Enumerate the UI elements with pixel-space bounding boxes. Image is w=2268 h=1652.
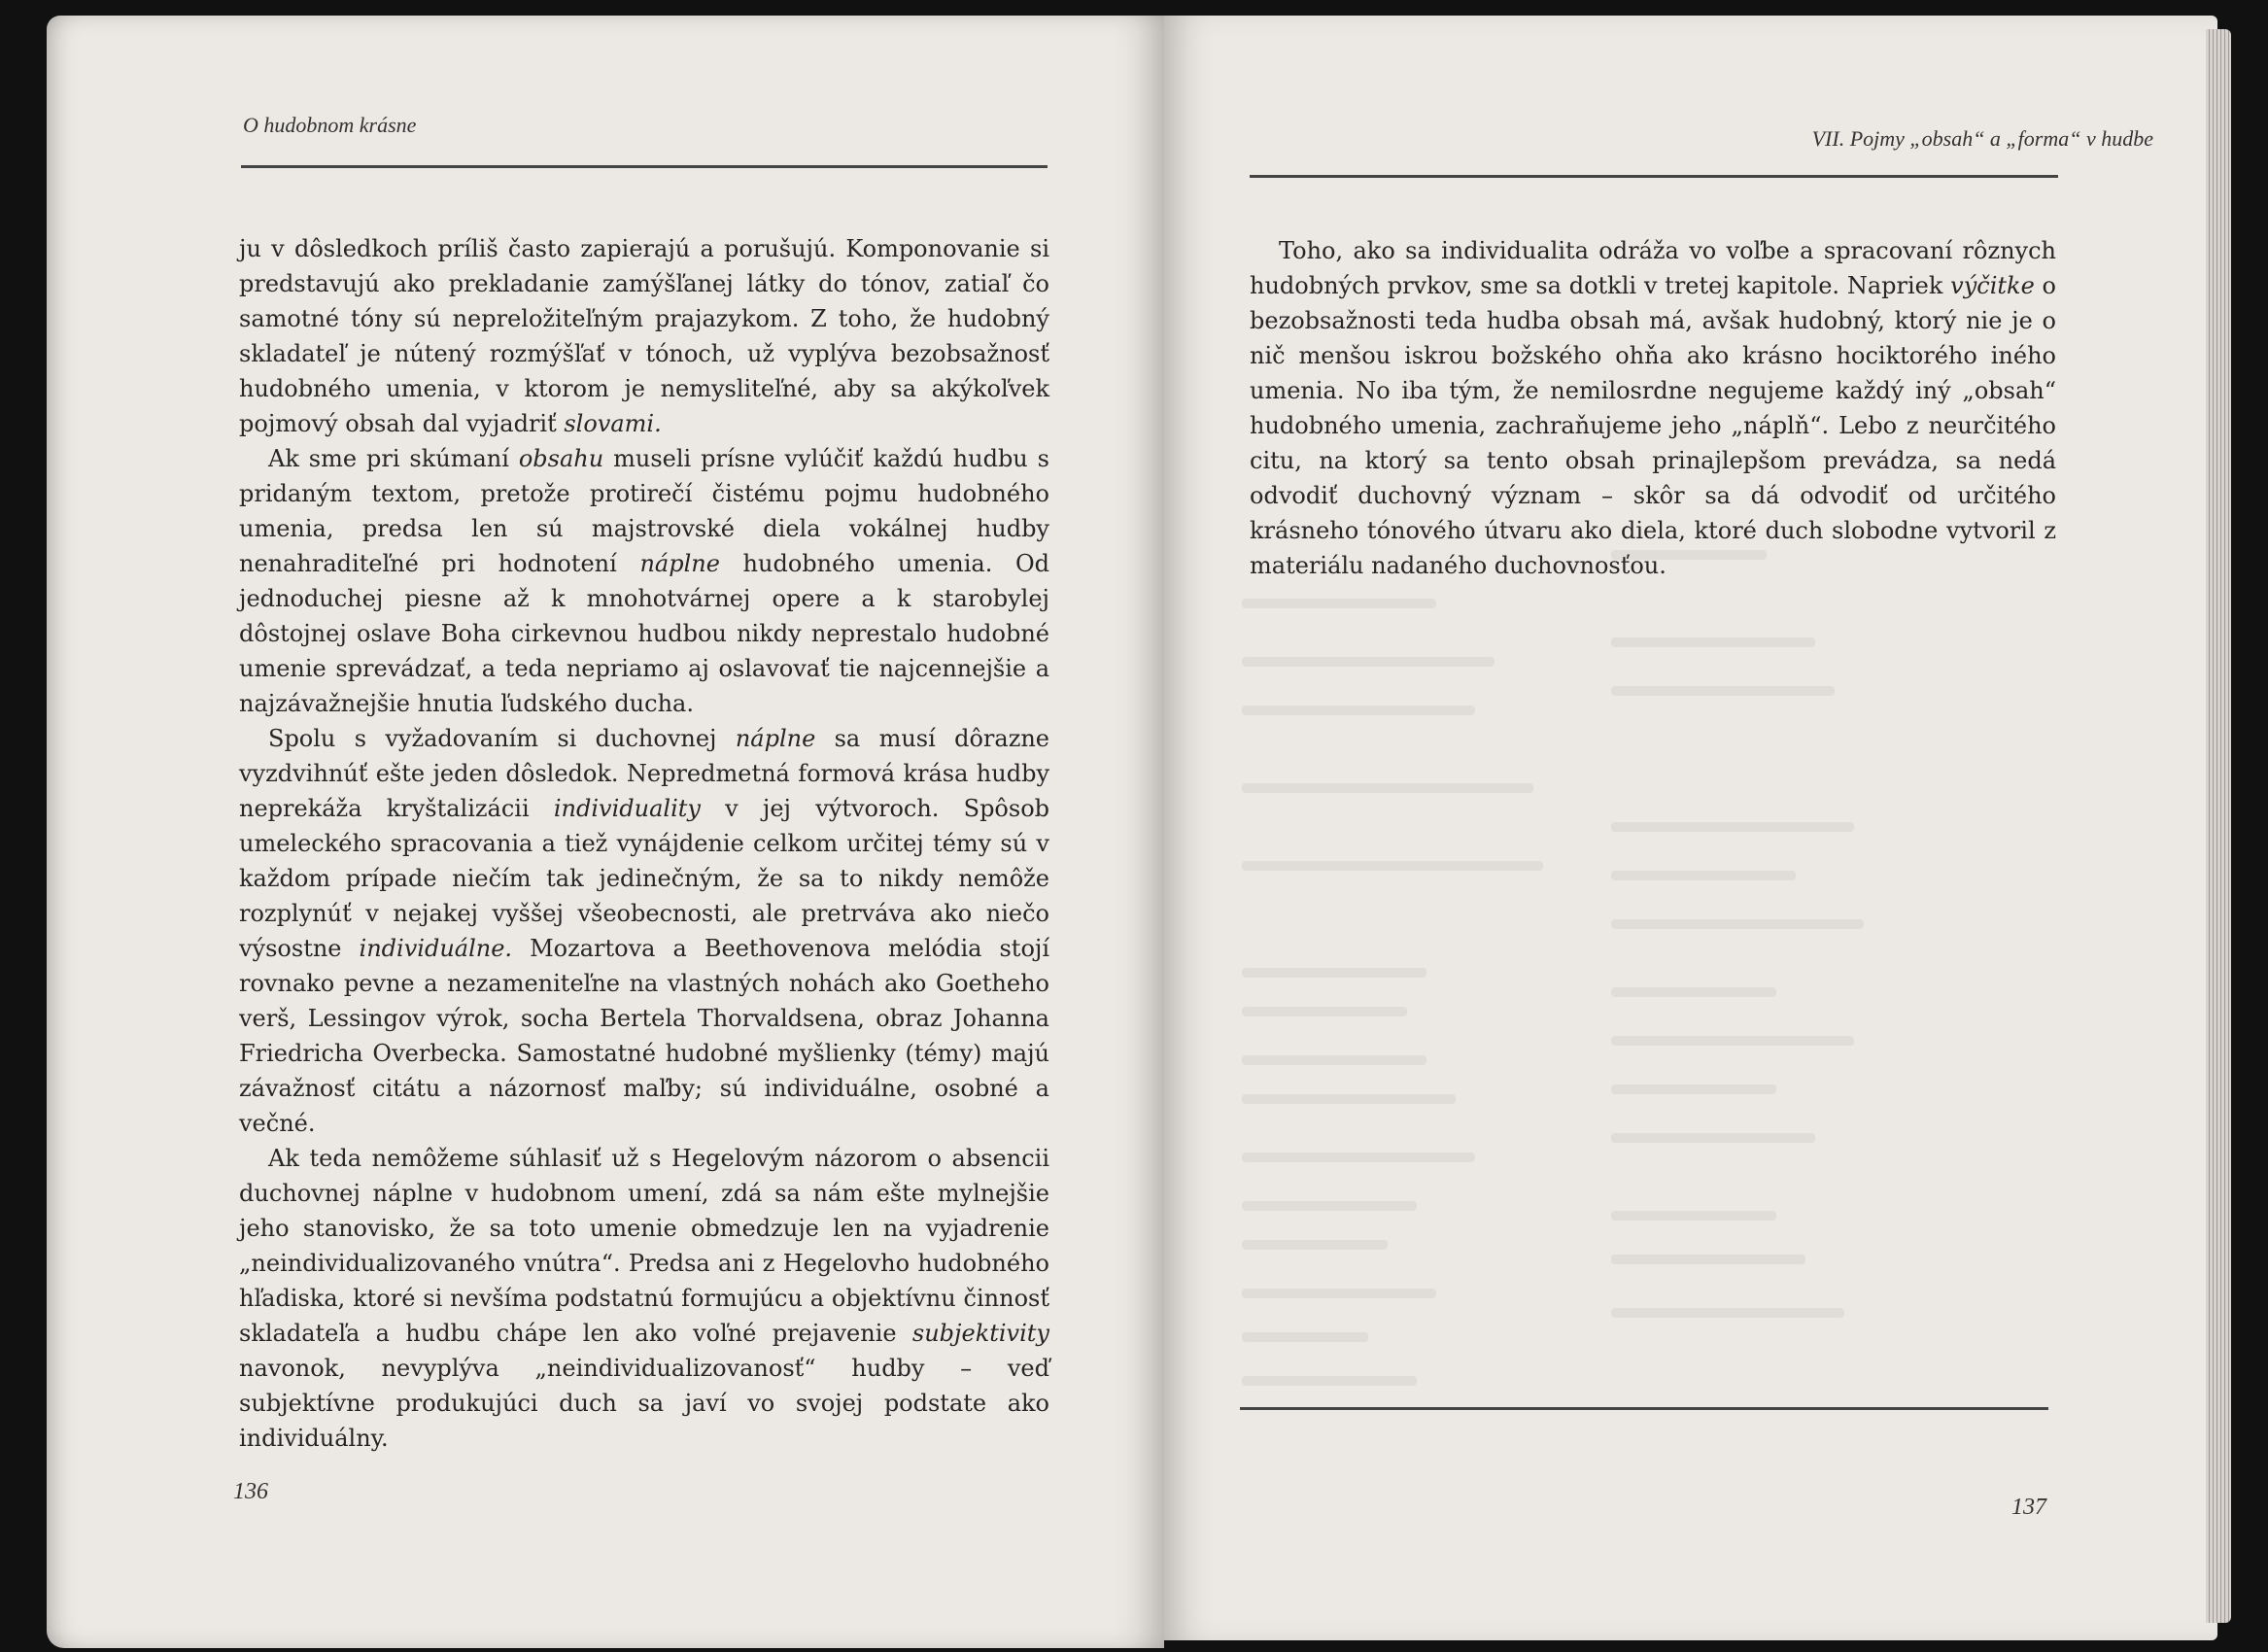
text-run: sa musí dôrazne vyzdvihnúť ešte jeden dôsledok. Nepredmetná formová krása hudby neprekáža kryštalizácii [239, 725, 1049, 822]
italic-run: subjektivity [911, 1320, 1049, 1347]
italic-run: náplne [735, 725, 816, 752]
paragraph [1250, 233, 2056, 583]
text-run: Ak teda nemôžeme súhlasiť už s Hegelovým názorom o absencii duchovnej náplne v hudobnom umení, zdá sa nám ešte mylnejšie jeho stanovisko, že sa toto umenie obmedzuje len na vyjadrenie „neindividualizovaného vnútra“. Predsa ani z Hegelovho hudobného hľadiska, ktoré si nevšíma podstatnú formujúcu a objektívnu činnosť skladateľa a hudbu chápe len ako voľné prejavenie [239, 1145, 1049, 1347]
page-number-right: 137 [2011, 1495, 2046, 1520]
footer-rule-right [1240, 1407, 2048, 1410]
running-head-right: VII. Pojmy „obsah“ a „forma“ v hudbe [1811, 126, 2153, 151]
text-run: Toho, ako sa individualita odráža vo voľbe a spracovaní rôznych hudobných prvkov, sme sa dotkli v tretej kapitole. Napriek [1250, 237, 2056, 299]
right-page [1164, 16, 2217, 1640]
italic-run: slovami. [564, 410, 662, 437]
left-page [47, 16, 1164, 1648]
italic-run: náplne [639, 550, 720, 577]
paragraph [239, 721, 1049, 1141]
text-run: hudobného umenia. Od jednoduchej piesne až k mnohotvárnej opere a k starobylej dôstojnej oslave Boha cirkevnou hudbou nikdy neprestalo hudobné umenie sprevádzať, a teda nepriamo aj oslavovať tie najcennejšie a najzávažnejšie hnutia ľudského ducha. [239, 550, 1049, 717]
running-head-left: O hudobnom krásne [243, 113, 417, 137]
header-rule-left [241, 165, 1048, 168]
text-run: museli prísne vylúčiť každú hudbu s pridaným textom, pretože protirečí čistému pojmu hudobného umenia, predsa len sú majstrovské diela vokálnej hudby nenahraditeľné pri hodnotení [239, 445, 1049, 577]
text-run: o bezobsažnosti teda hudba obsah má, avšak hudobný, ktorý nie je o nič menšou iskrou božského ohňa ako krásno hociktorého iného umenia. No iba tým, že nemilosrdne negujeme každý iný „obsah“ hudobného umenia, zachraňujeme jeho „náplň“. Lebo z neurčitého citu, na ktorý sa tento obsah prinajlepšom prevádza, sa nedá odvodiť duchovný význam – skôr sa dá odvodiť od určitého krásneho tónového útvaru ako diela, ktoré duch slobodne vytvoril z materiálu nadaného duchovnosťou. [1250, 272, 2057, 579]
paragraph [239, 231, 1049, 441]
header-rule-right [1250, 175, 2058, 178]
text-run: ju v dôsledkoch príliš často zapierajú a porušujú. Komponovanie si predstavujú ako prekladanie zamýšľanej látky do tónov, zatiaľ čo samotné tóny sú nepreložiteľným prajazykom. Z toho, že hudobný skladateľ je nútený rozmýšľať v tónoch, už vyplýva bezobsažnosť hudobného umenia, v ktorom je nemysliteľné, aby sa akýkoľvek pojmový obsah dal vyjadriť [239, 235, 1049, 437]
italic-run: individuality [553, 795, 701, 822]
left-page-body [239, 231, 1049, 1456]
italic-run: výčitke [1950, 272, 2035, 299]
page-block-edges [2206, 29, 2231, 1623]
italic-run: individuálne. [359, 935, 513, 962]
text-run: navonok, nevyplýva „neindividualizovanosť“ hudby – veď subjektívne produkujúci duch sa javí vo svojej podstate ako individuálny. [239, 1355, 1049, 1452]
text-run: Spolu s vyžadovaním si duchovnej [268, 725, 736, 752]
italic-run: obsahu [518, 445, 604, 472]
text-run: Mozartova a Beethovenova melódia stojí rovnako pevne a nezameniteľne na vlastných nohách ako Goetheho verš, Lessingov výrok, socha Bertela Thorvaldsena, obraz Johanna Friedricha Overbecka. Samostatné hudobné myšlienky (témy) majú závažnosť citátu a názornosť maľby; sú individuálne, osobné a večné. [239, 935, 1050, 1137]
paragraph [239, 441, 1049, 721]
paragraph [239, 1141, 1049, 1456]
text-run: v jej výtvoroch. Spôsob umeleckého spracovania a tiež vynájdenie celkom určitej témy sú v každom prípade niečím tak jedinečným, že sa to nikdy nemôže rozplynúť v nejakej vyššej všeobecnosti, ale pretrváva ako niečo výsostne [239, 795, 1050, 962]
text-run: Ak sme pri skúmaní [268, 445, 519, 472]
right-page-body [1250, 233, 2056, 583]
page-number-left: 136 [233, 1479, 268, 1504]
